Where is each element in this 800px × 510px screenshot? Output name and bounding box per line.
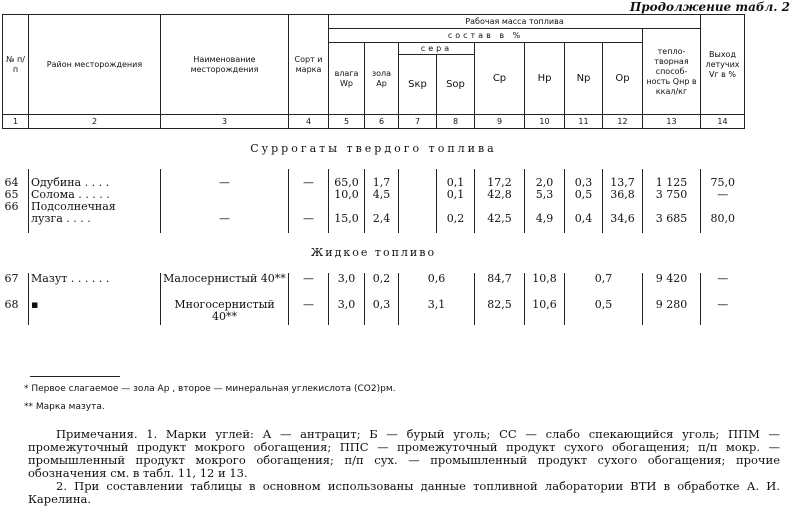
working-mass-header: Рабочая масса топлива (329, 15, 701, 29)
note-2: 2. При составлении таблицы в основном использованы данные топливной лаборатории ВТИ в обработке А. И. Карелина. (28, 479, 780, 506)
cell-H: 10,8 (525, 273, 565, 299)
col-number: 2 (29, 115, 161, 129)
table-row (3, 299, 745, 325)
cell-A (365, 201, 399, 213)
cell-So: 0,1 (437, 177, 475, 189)
cell-region: Солома . . . . . (29, 189, 161, 201)
cell-deposit (161, 201, 289, 213)
cell-H: 5,3 (525, 189, 565, 201)
cell-A: 4,5 (365, 189, 399, 201)
cell-H (525, 201, 565, 213)
sulfur-header: сера (399, 43, 475, 55)
cell-So (437, 201, 475, 213)
cell-C: 42,8 (475, 189, 525, 201)
table-row (3, 201, 745, 213)
cell-A: 1,7 (365, 177, 399, 189)
cell-n: 65 (4, 187, 19, 201)
cell-deposit (161, 189, 289, 201)
cell-Q: 3 685 (643, 213, 701, 225)
col-region-header: Район месторождения (29, 15, 161, 115)
note-1: Примечания. 1. Марки углей: А — антрацит; Б — бурый уголь; СС — слабо спекающийся уголь; ППМ — промежуточный продукт мокрого обогащения; ППС — промежуточный продукт сухого обогащения; п/п мокр. — промышленный продукт мокрого обогащения; п/п сух. — промышленный продукт сухого обогащения; прочие обозначения см. в табл. 11, 12 и 13. (28, 427, 780, 480)
cell-n: 64 (4, 175, 19, 189)
cell-N: 0,4 (565, 213, 603, 225)
cell-n: 66 (4, 199, 19, 213)
cell-V: 75,0 (701, 177, 745, 189)
continued-label: Продолжение табл. 2 (629, 0, 790, 14)
cell-deposit: Многосернистый 40** (161, 299, 289, 325)
cell-W: 10,0 (329, 189, 365, 201)
footnote-1: * Первое слагаемое — зола Aр , второе — минеральная углекислота (CO2)рм. (24, 384, 396, 394)
col-num-header: № п/п (3, 15, 29, 115)
cell-V: — (701, 189, 745, 201)
cell-O: 34,6 (603, 213, 643, 225)
col-number: 4 (289, 115, 329, 129)
sulfur-o-header: Sор (437, 55, 475, 115)
cell-A: 0,3 (365, 299, 399, 325)
cell-W: 3,0 (329, 273, 365, 299)
cell-S: 0,6 (399, 273, 475, 299)
cell-NO: 0,5 (565, 299, 643, 325)
cell-region: Мазут . . . . . . (29, 273, 161, 299)
cell-W: 65,0 (329, 177, 365, 189)
cell-N: 0,5 (565, 189, 603, 201)
cell-W: 3,0 (329, 299, 365, 325)
cell-region: Одубина . . . . (29, 177, 161, 189)
cell-O: 13,7 (603, 177, 643, 189)
cell-grade: — (289, 299, 329, 325)
footnote-rule (30, 376, 120, 377)
cell-So: 0,1 (437, 189, 475, 201)
cell-deposit: Малосернистый 40** (161, 273, 289, 299)
cell-C (475, 201, 525, 213)
table-row (3, 177, 745, 189)
carbon-header: Cр (475, 43, 525, 115)
cell-V: — (701, 299, 745, 325)
col-number: 1 (3, 115, 29, 129)
col-number: 10 (525, 115, 565, 129)
cell-O (603, 201, 643, 213)
oxygen-header: Oр (603, 43, 643, 115)
cell-V: 80,0 (701, 213, 745, 225)
cell-A: 0,2 (365, 273, 399, 299)
col-grade-header: Сорт и марка (289, 15, 329, 115)
cell-A: 2,4 (365, 213, 399, 225)
cell-region: лузга . . . . (29, 213, 161, 225)
cell-S: 3,1 (399, 299, 475, 325)
cell-deposit: — (161, 213, 289, 225)
notes-block (28, 428, 780, 506)
cell-Sk (399, 213, 437, 225)
fuel-table (2, 14, 745, 325)
cell-grade: — (289, 213, 329, 225)
cell-Q: 9 280 (643, 299, 701, 325)
col-number: 11 (565, 115, 603, 129)
cell-C: 82,5 (475, 299, 525, 325)
cell-Sk (399, 189, 437, 201)
section-liquid-title: Жидкое топливо (310, 245, 437, 259)
cell-grade: — (289, 273, 329, 299)
cell-grade: — (289, 177, 329, 189)
col-number: 8 (437, 115, 475, 129)
cell-Sk (399, 201, 437, 213)
col-number: 9 (475, 115, 525, 129)
col-number: 6 (365, 115, 399, 129)
col-number: 7 (399, 115, 437, 129)
col-heat-value-header: тепло-творная способ-ность Qнр в ккал/кг (643, 29, 701, 115)
cell-Q: 1 125 (643, 177, 701, 189)
cell-NO: 0,7 (565, 273, 643, 299)
nitrogen-header: Nр (565, 43, 603, 115)
cell-O: 36,8 (603, 189, 643, 201)
moisture-header: влага Wр (329, 43, 365, 115)
hydrogen-header: Hр (525, 43, 565, 115)
cell-W (329, 201, 365, 213)
column-numbers-row (3, 115, 745, 129)
cell-So: 0,2 (437, 213, 475, 225)
footnote-2: ** Марка мазута. (24, 402, 105, 412)
cell-W: 15,0 (329, 213, 365, 225)
col-deposit-header: Наименование месторождения (161, 15, 289, 115)
cell-Q: 9 420 (643, 273, 701, 299)
cell-region: Подсолнечная (29, 201, 161, 213)
cell-N: 0,3 (565, 177, 603, 189)
col-number: 13 (643, 115, 701, 129)
section-solid-title: Суррогаты твердого топлива (250, 141, 497, 155)
table-row (3, 273, 745, 299)
cell-n: 67 (4, 271, 19, 285)
cell-grade (289, 189, 329, 201)
sulfur-k-header: Sкр (399, 55, 437, 115)
cell-V: — (701, 273, 745, 299)
cell-C: 84,7 (475, 273, 525, 299)
cell-N (565, 201, 603, 213)
cell-deposit: — (161, 177, 289, 189)
table-row (3, 213, 745, 225)
composition-header: состав в % (329, 29, 643, 43)
col-number: 3 (161, 115, 289, 129)
ash-header: зола Aр (365, 43, 399, 115)
cell-n (3, 213, 29, 225)
col-number: 5 (329, 115, 365, 129)
col-number: 12 (603, 115, 643, 129)
col-volatile-header: Выход летучих Vг в % (701, 15, 745, 115)
cell-C: 17,2 (475, 177, 525, 189)
cell-H: 4,9 (525, 213, 565, 225)
cell-H: 2,0 (525, 177, 565, 189)
cell-Sk (399, 177, 437, 189)
cell-n: 68 (4, 297, 19, 311)
cell-V (701, 201, 745, 213)
cell-C: 42,5 (475, 213, 525, 225)
table-row (3, 189, 745, 201)
col-number: 14 (701, 115, 745, 129)
cell-region: ▪ (29, 299, 161, 325)
cell-H: 10,6 (525, 299, 565, 325)
cell-Q: 3 750 (643, 189, 701, 201)
cell-Q (643, 201, 701, 213)
cell-grade (289, 201, 329, 213)
